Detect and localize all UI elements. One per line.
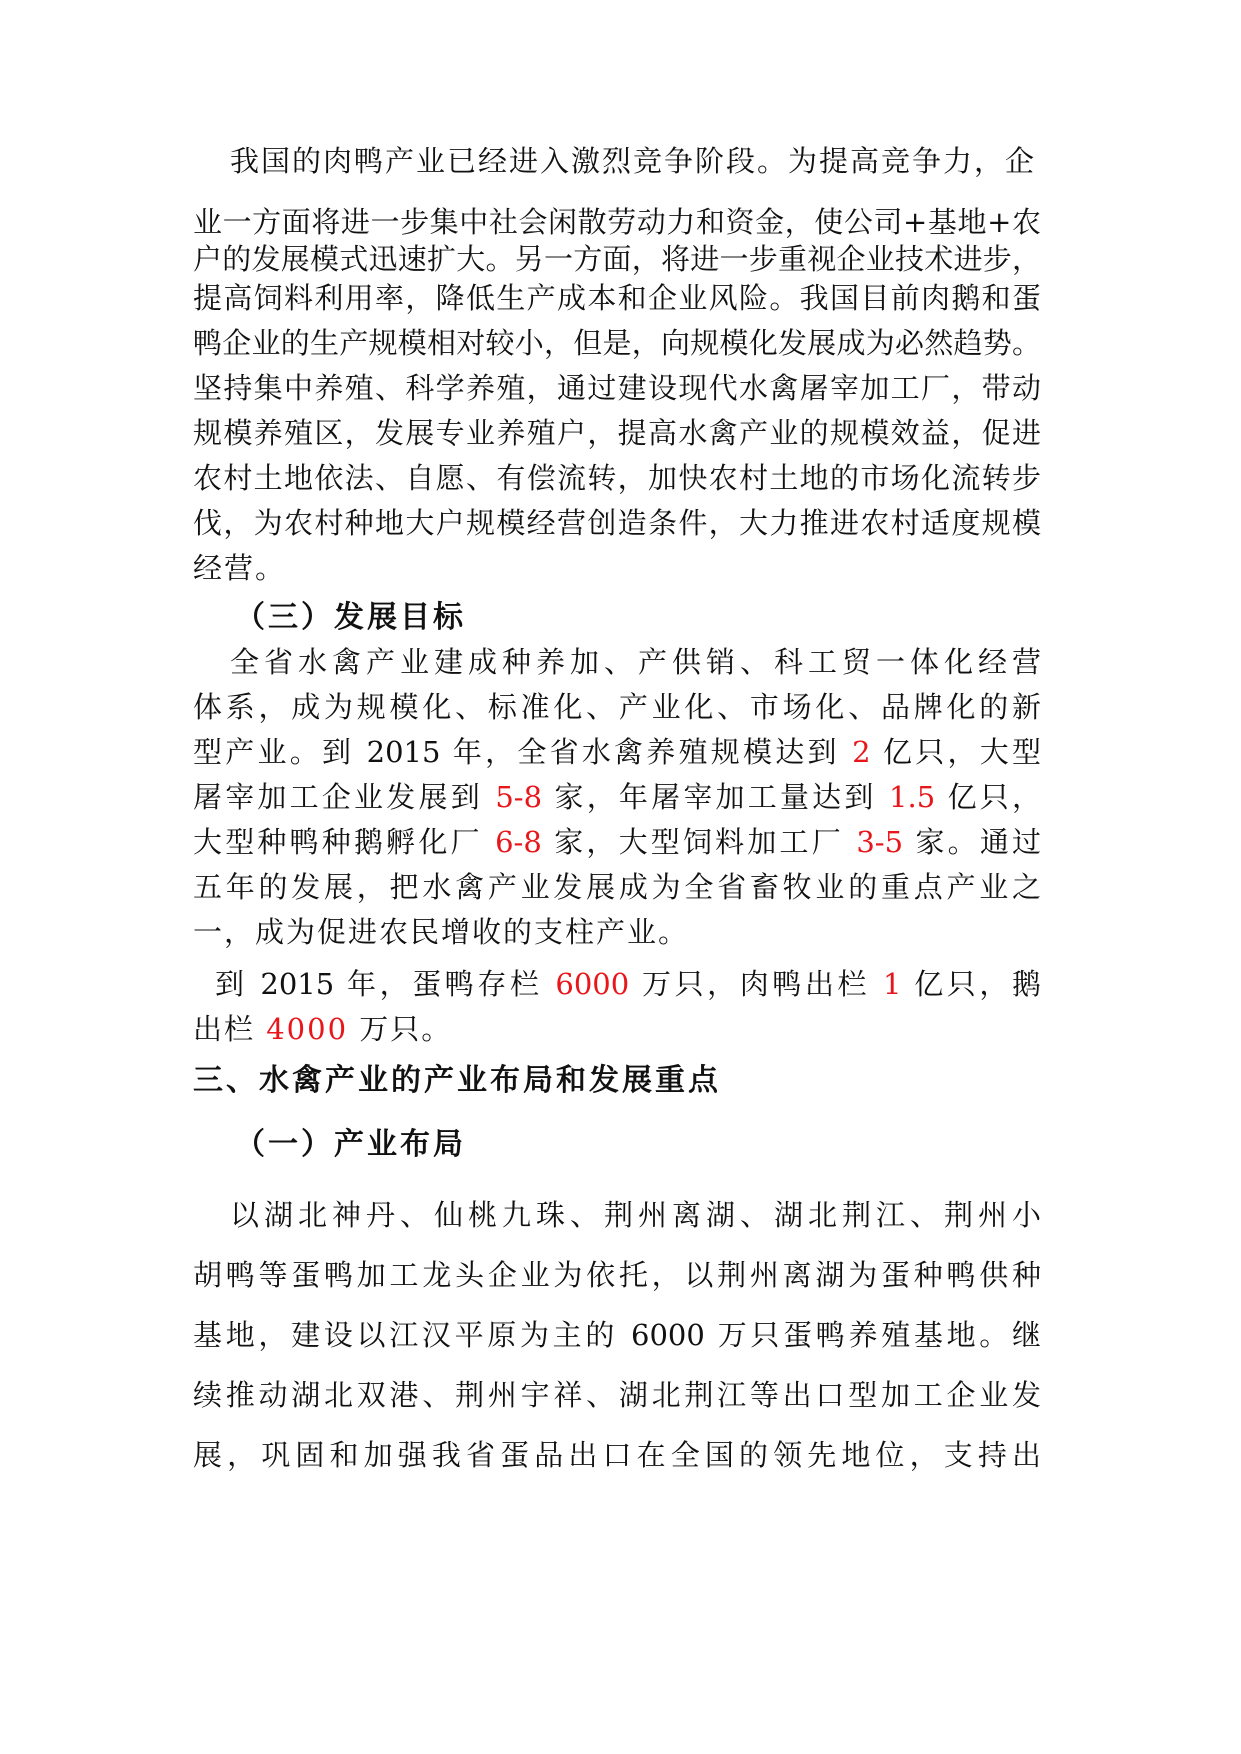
text-span: 家，年屠宰加工量达到 <box>542 780 890 814</box>
text-span: 出栏 <box>193 1012 267 1046</box>
paragraph-4-line-5: 展，巩固和加强我省蛋品出口在全国的领先地位，支持出 <box>193 1438 1041 1472</box>
paragraph-2-line-1: 全省水禽产业建成种养加、产供销、科工贸一体化经营 <box>230 645 1041 679</box>
paragraph-1-line-2: 业一方面将进一步集中社会闲散劳动力和资金，使公司+基地+农 <box>193 205 1041 239</box>
section-heading-goals: （三）发展目标 <box>235 600 466 635</box>
highlight-number: 1 <box>882 967 902 1001</box>
paragraph-1-line-9: 伐，为农村种地大户规模经营创造条件，大力推进农村适度规模 <box>193 506 1041 540</box>
paragraph-1-line-3: 户的发展模式迅速扩大。另一方面，将进一步重视企业技术进步， <box>193 242 1041 276</box>
text-span: 家，大型饲料加工厂 <box>541 825 857 859</box>
text-span: 大型种鸭种鹅孵化厂 <box>193 825 496 859</box>
chapter-heading-three: 三、水禽产业的产业布局和发展重点 <box>193 1063 721 1098</box>
text-span: 万只，肉鸭出栏 <box>629 967 883 1001</box>
paragraph-2-line-7: 一，成为促进农民增收的支柱产业。 <box>193 915 690 949</box>
highlight-number: 3-5 <box>856 825 904 859</box>
highlight-number: 6-8 <box>495 825 542 859</box>
paragraph-1-line-8: 农村土地依法、自愿、有偿流转，加快农村土地的市场化流转步 <box>193 461 1041 495</box>
text-span: 亿只， <box>935 780 1042 814</box>
text-span: 屠宰加工企业发展到 <box>193 780 496 814</box>
highlight-number: 1.5 <box>889 780 936 814</box>
text-span: 亿只，鹅 <box>901 967 1041 1001</box>
highlight-number: 2 <box>852 735 871 769</box>
paragraph-1-line-1: 我国的肉鸭产业已经进入激烈竞争阶段。为提高竞争力，企 <box>230 144 1037 178</box>
highlight-number: 4000 <box>266 1012 349 1046</box>
paragraph-2-line-3 <box>193 730 1041 774</box>
text-span: 万只。 <box>348 1012 453 1046</box>
paragraph-2-line-5 <box>193 820 1041 864</box>
paragraph-1-line-10: 经营。 <box>193 551 287 585</box>
highlight-number: 6000 <box>555 967 630 1001</box>
text-span: 到 2015 年，蛋鸭存栏 <box>215 967 556 1001</box>
section-heading-layout: （一）产业布局 <box>235 1127 466 1162</box>
paragraph-1-line-7: 规模养殖区，发展专业养殖户，提高水禽产业的规模效益，促进 <box>193 416 1041 450</box>
highlight-number: 5-8 <box>495 780 543 814</box>
text-span: 亿只，大型 <box>870 735 1041 769</box>
paragraph-2-line-6: 五年的发展，把水禽产业发展成为全省畜牧业的重点产业之 <box>193 870 1041 904</box>
paragraph-1-line-5: 鸭企业的生产规模相对较小，但是，向规模化发展成为必然趋势。 <box>193 326 1041 360</box>
paragraph-3-line-1 <box>215 962 1041 1006</box>
text-span: 型产业。到 2015 年，全省水禽养殖规模达到 <box>193 735 853 769</box>
paragraph-4-line-3: 基地，建设以江汉平原为主的 6000 万只蛋鸭养殖基地。继 <box>193 1318 1041 1352</box>
paragraph-2-line-2: 体系，成为规模化、标准化、产业化、市场化、品牌化的新 <box>193 690 1041 724</box>
paragraph-4-line-1: 以湖北神丹、仙桃九珠、荆州离湖、湖北荆江、荆州小 <box>230 1198 1041 1232</box>
paragraph-4-line-2: 胡鸭等蛋鸭加工龙头企业为依托，以荆州离湖为蛋种鸭供种 <box>193 1258 1041 1292</box>
paragraph-2-line-4 <box>193 775 1041 819</box>
paragraph-4-line-4: 续推动湖北双港、荆州宇祥、湖北荆江等出口型加工企业发 <box>193 1378 1041 1412</box>
paragraph-1-line-4: 提高饲料利用率，降低生产成本和企业风险。我国目前肉鹅和蛋 <box>193 281 1041 315</box>
text-span: 家。通过 <box>903 825 1042 859</box>
paragraph-1-line-6: 坚持集中养殖、科学养殖，通过建设现代水禽屠宰加工厂，带动 <box>193 371 1041 405</box>
paragraph-3-line-2 <box>193 1007 452 1051</box>
